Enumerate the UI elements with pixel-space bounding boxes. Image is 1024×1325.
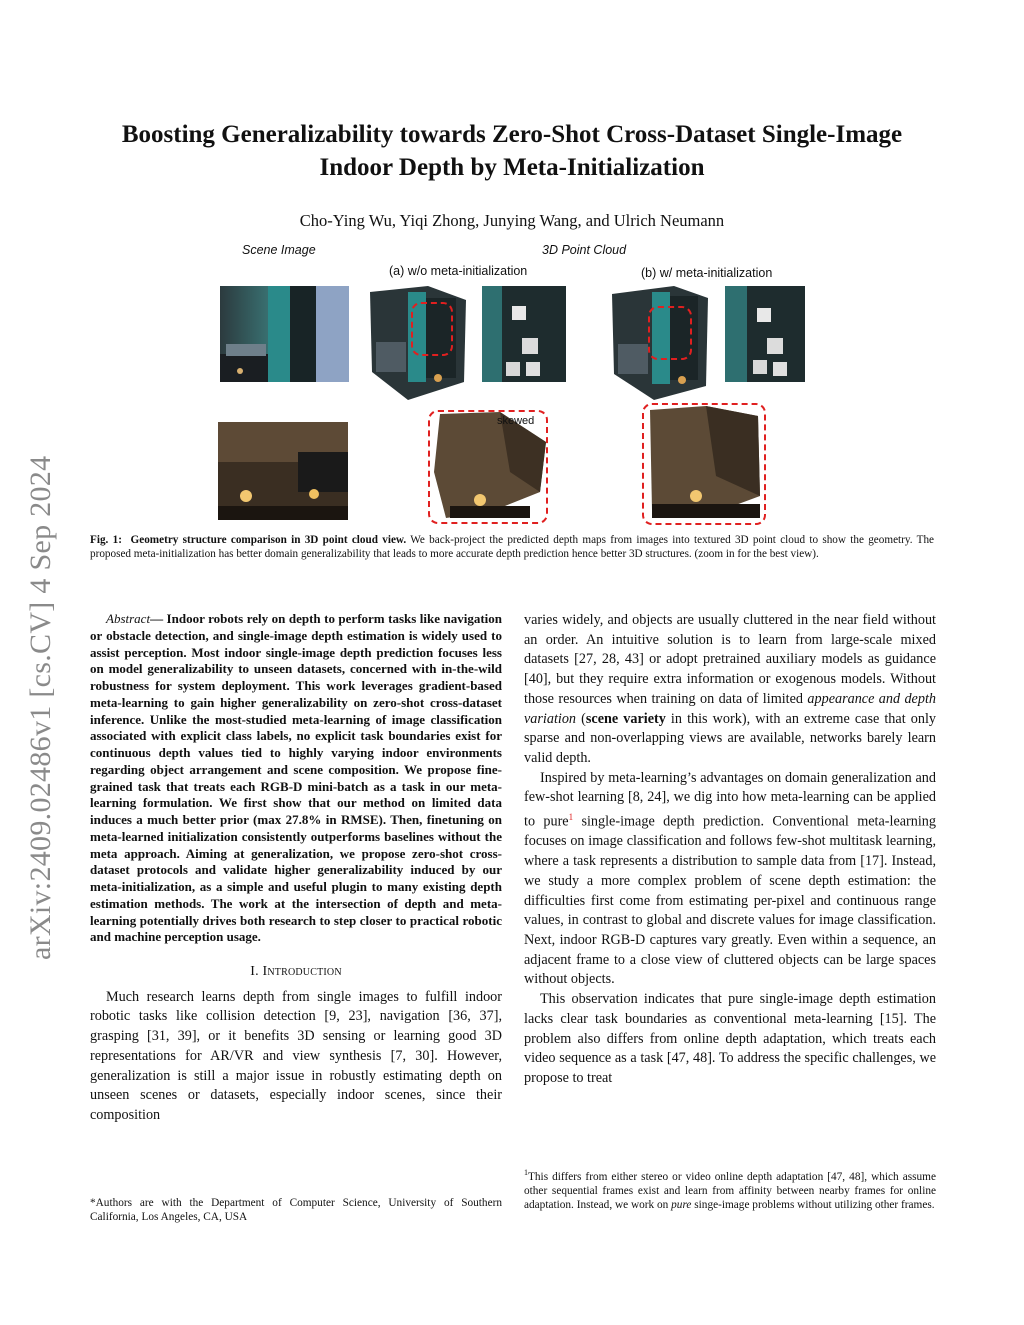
label-scene-image: Scene Image <box>242 243 316 257</box>
highlight-box-skewed <box>428 410 548 524</box>
highlight-box-good <box>642 403 766 525</box>
abstract-label: Abstract <box>106 611 151 626</box>
right-paragraph-2: Inspired by meta-learning’s advantages on domain generalization and few-shot learning [8, 24], we dig into how meta-learning can be applied to pure$^1$ single-image depth prediction. Conventional meta-learning focuses on image classification and follows few-shot multitask learning, where a task represents a distribution to sample data from [17]. Instead, we study a more complex problem of scene depth estimation: the difficulties first come from estimating per-pixel and continuous range values, in contrast to global and discrete values for image classification. Next, indoor RGB-D captures vary greatly. Even within a sequence, an adjacent frame to a close view of cluttered objects can be large spaces without objects. <box>524 769 936 988</box>
scene-image-2 <box>218 422 348 520</box>
footnote-affiliation: *Authors are with the Department of Computer Science, University of Southern California, Los Angeles, CA, USA <box>90 1197 502 1224</box>
scene-image-1 <box>220 286 349 382</box>
figure-caption <box>90 533 934 562</box>
title-line-2: Indoor Depth by Meta-Initialization <box>319 154 705 181</box>
footnote-1: $^1$This differs from either stereo or video online depth adaptation [47, 48], which assume other sequential frames exist and learn from affinity between nearby frames for online adaptation. Instead, we work on pure singe-image problems without utilizing other frames. <box>524 1168 936 1212</box>
abstract: Abstract— Indoor robots rely on depth to perform tasks like navigation or obstacle detection, and single-image depth estimation is widely used to assist perception. Most indoor single-image depth prediction focuses less on model generalizability to unseen datasets, concerned with in-the-wild robustness for system deployment. This work leverages gradient-based meta-learning to gain higher generalizability on zero-shot cross-dataset inference. Unlike the most-studied meta-learning of image classification associated with explicit class labels, no explicit task boundaries exist for continuous depth values tied to highly varying indoor environments regarding object arrangement and scene composition. We propose fine-grained task that treats each RGB-D mini-batch as a task in our meta-learning formulation. We first show that our method on limited data induces a much better prior (max 27.8% in RMSE). Then, finetuning on meta-learned initialization consistently outperforms baselines without the meta approach. Aiming at generalization, we propose zero-shot cross-dataset protocols and validate higher generalizability induced by our meta-initialization, as a simple and useful plugin to many existing depth estimation methods. The work at the intersection of depth and meta-learning potentially drives both research to step closer to practical robotic and machine perception usage. <box>90 611 502 945</box>
title-line-1: Boosting Generalizability towards Zero-Shot Cross-Dataset Single-Image <box>121 121 903 148</box>
intro-paragraph-1: Much research learns depth from single images to fulfill indoor robotic tasks like collision detection [9, 23], navigation [36, 37], grasping [31, 39], or it benefits 3D sensing or learning good 3D representations for AR/VR and view synthesis [7, 30]. However, generalization is still a major issue in robustly estimating depth on unseen scenes or datasets, especially indoor scenes, since their composition <box>90 988 502 1123</box>
point-cloud-a-2 <box>482 286 566 382</box>
arxiv-identifier: arXiv:2409.02486v1 [cs.CV] 4 Sep 2024 <box>24 455 57 960</box>
paper-title <box>80 118 944 184</box>
left-column <box>90 611 502 1126</box>
label-without-meta-init: (a) w/o meta-initialization <box>389 264 528 278</box>
section-heading-introduction: I. Introduction <box>250 964 342 979</box>
label-3d-point-cloud: 3D Point Cloud <box>542 243 627 257</box>
caption-bold: Geometry structure comparison in 3D point cloud view. <box>130 534 407 546</box>
abstract-text: Indoor robots rely on depth to perform tasks like navigation or obstacle detection, and single-image depth estimation is widely used to assist perception. Most indoor single-image depth prediction focuses less on model generalizability to unseen datasets, concerned with in-the-wild robustness for system deployment. This work leverages gradient-based meta-learning to gain higher generalizability on zero-shot cross-dataset inference. Unlike the most-studied meta-learning of image classification associated with explicit class labels, no explicit task boundaries exist for continuous depth values tied to highly varying indoor environments regarding object arrangement and scene composition. We propose fine-grained task that treats each RGB-D mini-batch as a task in our meta-learning formulation. We first show that our method on limited data induces a much better prior (max 27.8% in RMSE). Then, finetuning on meta-learned initialization consistently outperforms baselines without the meta approach. Aiming at generalization, we propose zero-shot cross-dataset protocols and validate higher generalizability induced by our meta-initialization, as a simple and useful plugin to many existing depth estimation methods. The work at the intersection of depth and meta-learning potentially drives both research to step closer to practical robotic and machine perception usage. <box>90 611 502 945</box>
label-with-meta-init: (b) w/ meta-initialization <box>641 266 773 280</box>
right-paragraph-3: This observation indicates that pure single-image depth estimation lacks clear task boundaries as conventional meta-learning [15]. The problem also differs from online depth adaptation, which treats each video sequence as a task [47, 48]. To address the specific challenges, we propose to treat <box>524 991 936 1086</box>
figure-1 <box>200 238 820 528</box>
caption-text: We back-project the predicted depth maps from images into textured 3D point cloud to show the geometry. The proposed meta-initialization has better domain generalizability that leads to more accurate depth prediction hence better 3D structures. (zoom in for the best view). <box>90 534 935 561</box>
highlight-box-a <box>411 302 453 356</box>
point-cloud-b-2 <box>725 286 805 382</box>
right-paragraph-1: varies widely, and objects are usually cluttered in the near field without an order. An intuitive solution is to learn from large-scale mixed datasets [27, 28, 43] or adopt pretrained auxiliary models as guidance [40], but they require extra information or exogenous models. Without those resources when training on data of limited appearance and depth variation (scene variety in this work), with an extreme case that only sparse and non-overlapping views are available, networks barely learn valid depth. <box>524 612 936 766</box>
footnote-marker[interactable]: 1 <box>568 812 574 823</box>
caption-label: Fig. 1: <box>90 534 122 546</box>
right-column <box>524 611 936 1089</box>
label-skewed: skewed <box>497 415 535 427</box>
author-list: Cho-Ying Wu, Yiqi Zhong, Junying Wang, and Ulrich Neumann <box>299 211 725 230</box>
highlight-box-b <box>648 306 692 360</box>
